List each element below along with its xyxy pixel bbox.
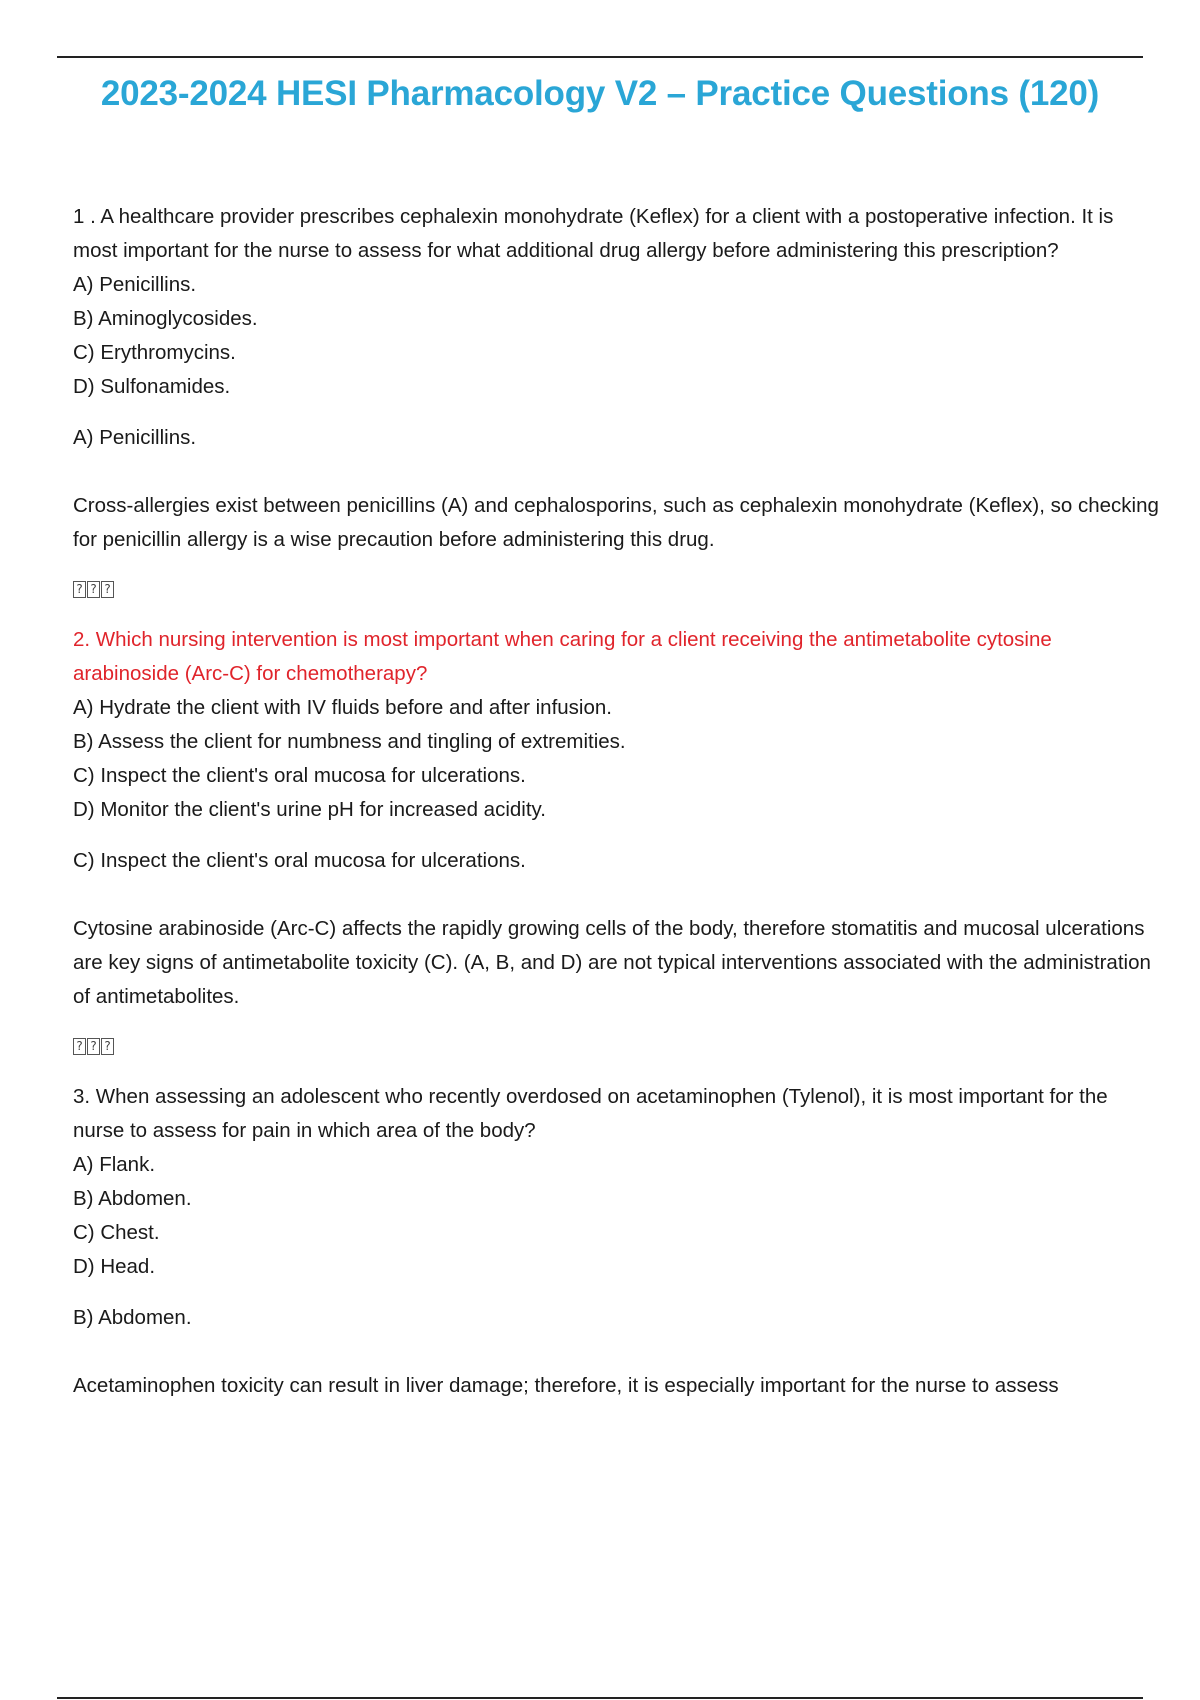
explanation-text: Acetaminophen toxicity can result in liver damage; therefore, it is especially important for the nurse to assess [73, 1374, 1059, 1397]
question-text: 3. When assessing an adolescent who recently overdosed on acetaminophen (Tylenol), it is most important for the nurse to assess for pain in which area of the body? [73, 1085, 1108, 1142]
missing-glyph-icon: ? [101, 1038, 114, 1055]
option-a: A) Hydrate the client with IV fluids before and after infusion. [73, 696, 612, 719]
option-c: C) Erythromycins. [73, 341, 236, 364]
document-title: 2023-2024 HESI Pharmacology V2 – Practice Questions (120) [100, 74, 1100, 113]
answer-text: A) Penicillins. [73, 426, 197, 449]
options-list [73, 1148, 1163, 1284]
question-block [73, 1080, 1163, 1403]
missing-glyph-icon: ? [87, 1038, 100, 1055]
missing-glyph-icon: ? [73, 1038, 86, 1055]
question-block [73, 623, 1163, 1014]
options-list [73, 691, 1163, 827]
question-text: 2. Which nursing intervention is most important when caring for a client receiving the antimetabolite cytosine arabinoside (Arc-C) for chemotherapy? [73, 628, 1052, 685]
top-rule [57, 56, 1143, 58]
answer-text: B) Abdomen. [73, 1306, 192, 1329]
option-a: A) Penicillins. [73, 273, 197, 296]
explanation-text: Cross-allergies exist between penicillins (A) and cephalosporins, such as cephalexin monohydrate (Keflex), so checking for penicillin allergy is a wise precaution before administering this drug. [73, 494, 1159, 551]
option-d: D) Monitor the client's urine pH for increased acidity. [73, 798, 546, 821]
bottom-rule [57, 1697, 1143, 1699]
missing-glyph-icon: ? [73, 581, 86, 598]
document-body [73, 200, 1163, 1403]
option-d: D) Head. [73, 1255, 156, 1278]
question-block [73, 200, 1163, 557]
separator-glyphs [73, 1038, 1163, 1058]
option-c: C) Chest. [73, 1221, 160, 1244]
option-b: B) Aminoglycosides. [73, 307, 258, 330]
missing-glyph-icon: ? [87, 581, 100, 598]
missing-glyph-icon: ? [101, 581, 114, 598]
options-list [73, 268, 1163, 404]
explanation-text: Cytosine arabinoside (Arc-C) affects the rapidly growing cells of the body, therefore stomatitis and mucosal ulcerations are key signs of antimetabolite toxicity (C). (A, B, and D) are not typical interventions associated with the administration of antimetabolites. [73, 917, 1151, 1008]
option-b: B) Abdomen. [73, 1187, 192, 1210]
option-c: C) Inspect the client's oral mucosa for ulcerations. [73, 764, 526, 787]
answer-text: C) Inspect the client's oral mucosa for ulcerations. [73, 849, 526, 872]
option-b: B) Assess the client for numbness and tingling of extremities. [73, 730, 626, 753]
option-a: A) Flank. [73, 1153, 156, 1176]
separator-glyphs [73, 581, 1163, 601]
question-text: 1 . A healthcare provider prescribes cephalexin monohydrate (Keflex) for a client with a postoperative infection. It is most important for the nurse to assess for what additional drug allergy before administering this prescription? [73, 205, 1114, 262]
option-d: D) Sulfonamides. [73, 375, 231, 398]
